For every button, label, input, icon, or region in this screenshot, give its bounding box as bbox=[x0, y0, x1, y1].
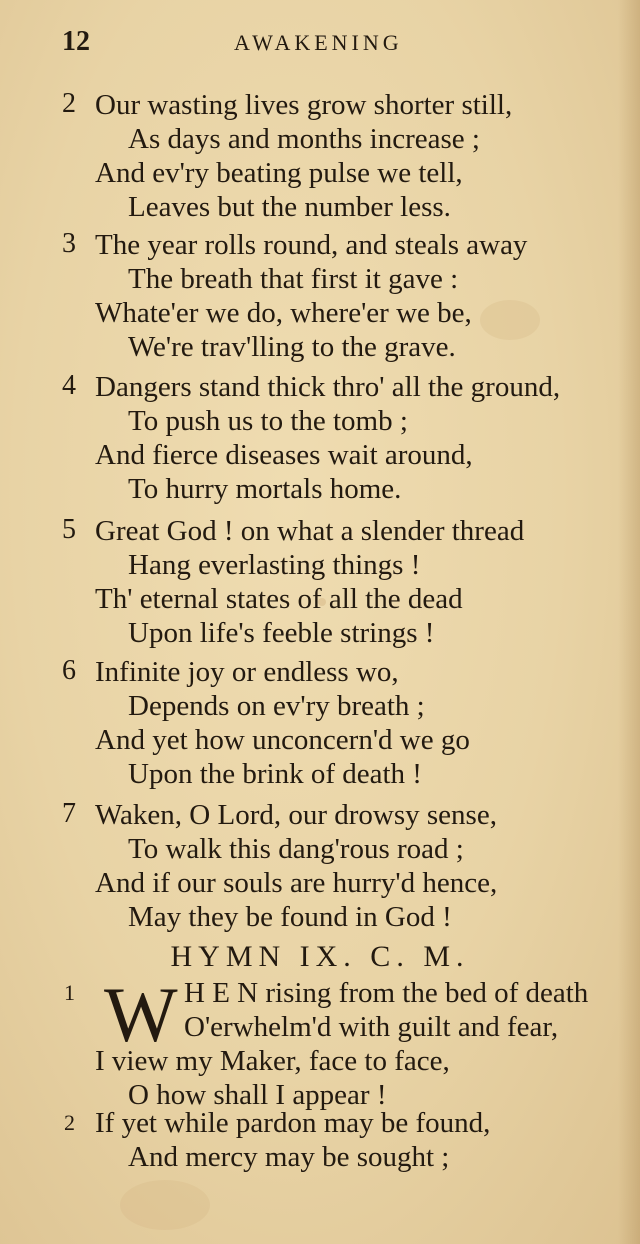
hymn-title: HYMN IX. C. M. bbox=[170, 940, 470, 973]
stanza-number: 6 bbox=[62, 655, 76, 686]
verse-line: Upon life's feeble strings ! bbox=[128, 617, 435, 649]
stanza-number: 4 bbox=[62, 370, 76, 401]
verse-line: To walk this dang'rous road ; bbox=[128, 833, 464, 865]
hymn-stanza-1 bbox=[0, 971, 640, 1116]
stanza-number: 3 bbox=[62, 228, 76, 259]
verse-line: And yet how unconcern'd we go bbox=[95, 724, 470, 756]
verse-line: H E N rising from the bed of death bbox=[184, 977, 589, 1009]
verse-line: To hurry mortals home. bbox=[128, 473, 402, 505]
verse-line: And fierce diseases wait around, bbox=[95, 439, 473, 471]
running-head: AWAKENING bbox=[234, 30, 403, 55]
verse-line: The year rolls round, and steals away bbox=[95, 229, 528, 261]
verse-line: Upon the brink of death ! bbox=[128, 758, 422, 790]
verse-line: And mercy may be sought ; bbox=[128, 1141, 450, 1173]
verse-line: To push us to the tomb ; bbox=[128, 405, 408, 437]
hymn-stanza-2 bbox=[0, 1106, 640, 1178]
verse-line: Hang everlasting things ! bbox=[128, 549, 421, 581]
verse-line: As days and months increase ; bbox=[128, 123, 480, 155]
stanza-number: 2 bbox=[64, 1110, 75, 1135]
verse-line: Dangers stand thick thro' all the ground, bbox=[95, 371, 561, 403]
verse-line: The breath that first it gave : bbox=[128, 263, 459, 295]
verse-line: If yet while pardon may be found, bbox=[95, 1107, 491, 1139]
verse-line: And ev'ry beating pulse we tell, bbox=[95, 157, 463, 189]
verse-line: We're trav'lling to the grave. bbox=[128, 331, 456, 363]
stanza-2 bbox=[0, 88, 640, 228]
verse-line: Th' eternal states of all the dead bbox=[95, 583, 463, 615]
verse-line: Great God ! on what a slender thread bbox=[95, 515, 525, 547]
paper-stain bbox=[120, 1180, 210, 1230]
stanza-5 bbox=[0, 514, 640, 654]
verse-line: O how shall I appear ! bbox=[128, 1079, 387, 1111]
verse-line: Our wasting lives grow shorter still, bbox=[95, 89, 513, 121]
page-number: 12 bbox=[62, 26, 90, 57]
stanza-number: 2 bbox=[62, 88, 76, 119]
verse-line: And if our souls are hurry'd hence, bbox=[95, 867, 498, 899]
drop-cap: W bbox=[104, 971, 178, 1058]
stanza-number: 7 bbox=[62, 798, 76, 829]
stanza-number: 5 bbox=[62, 514, 76, 545]
verse-line: I view my Maker, face to face, bbox=[95, 1045, 450, 1077]
verse-line: Infinite joy or endless wo, bbox=[95, 656, 399, 688]
stanza-4 bbox=[0, 370, 640, 510]
page-header bbox=[0, 24, 640, 64]
stanza-number: 1 bbox=[64, 980, 75, 1005]
verse-line: Waken, O Lord, our drowsy sense, bbox=[95, 799, 497, 831]
verse-line: Leaves but the number less. bbox=[128, 191, 451, 223]
verse-line: May they be found in God ! bbox=[128, 901, 452, 933]
verse-line: O'erwhelm'd with guilt and fear, bbox=[184, 1011, 559, 1043]
stanza-7 bbox=[0, 798, 640, 938]
verse-line: Depends on ev'ry breath ; bbox=[128, 690, 425, 722]
verse-line: Whate'er we do, where'er we be, bbox=[95, 297, 472, 329]
stanza-3 bbox=[0, 228, 640, 368]
stanza-6 bbox=[0, 655, 640, 795]
